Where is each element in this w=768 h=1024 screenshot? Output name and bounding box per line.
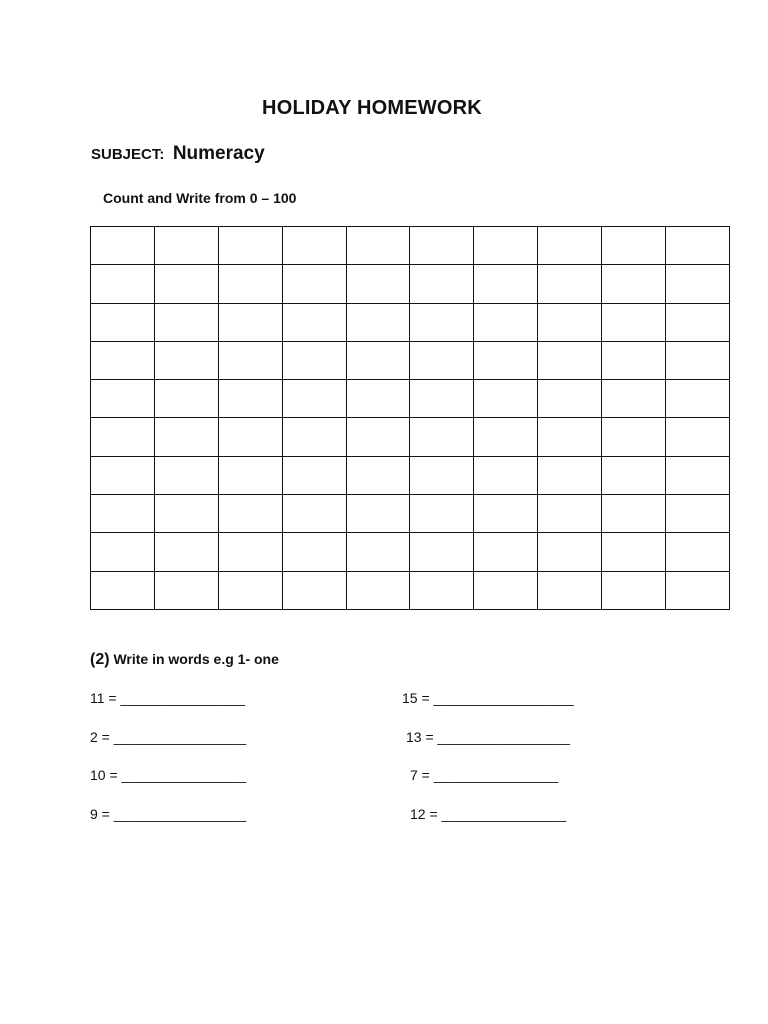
grid-cell	[91, 495, 155, 533]
grid-row	[91, 341, 730, 379]
grid-cell	[91, 380, 155, 418]
grid-cell	[91, 418, 155, 456]
grid-cell	[91, 341, 155, 379]
grid-cell	[474, 533, 538, 571]
grid-cell	[474, 456, 538, 494]
grid-row	[91, 456, 730, 494]
grid-cell	[666, 227, 730, 265]
grid-cell	[154, 380, 218, 418]
grid-cell	[602, 533, 666, 571]
grid-cell	[666, 265, 730, 303]
grid-cell	[602, 495, 666, 533]
grid-cell	[666, 418, 730, 456]
grid-cell	[538, 227, 602, 265]
grid-cell	[474, 495, 538, 533]
grid-row	[91, 303, 730, 341]
grid-cell	[538, 380, 602, 418]
grid-cell	[538, 265, 602, 303]
grid-cell	[91, 303, 155, 341]
grid-cell	[666, 495, 730, 533]
grid-cell	[538, 533, 602, 571]
grid-cell	[346, 418, 410, 456]
grid-cell	[538, 418, 602, 456]
grid-cell	[474, 418, 538, 456]
grid-cell	[346, 265, 410, 303]
grid-cell	[218, 227, 282, 265]
grid-cell	[666, 456, 730, 494]
grid-row	[91, 571, 730, 609]
grid-cell	[346, 533, 410, 571]
grid-cell	[282, 341, 346, 379]
grid-cell	[474, 227, 538, 265]
grid-cell	[538, 495, 602, 533]
grid-cell	[346, 495, 410, 533]
grid-cell	[154, 341, 218, 379]
grid-cell	[218, 341, 282, 379]
question-right-2: 13 = _________________	[406, 729, 570, 745]
grid-cell	[282, 303, 346, 341]
grid-cell	[538, 571, 602, 609]
grid-cell	[282, 571, 346, 609]
question-right-1: 15 = __________________	[402, 690, 574, 706]
grid-cell	[602, 303, 666, 341]
grid-cell	[410, 265, 474, 303]
grid-cell	[91, 456, 155, 494]
subject-label: SUBJECT:	[91, 146, 165, 163]
count-instruction: Count and Write from 0 – 100	[103, 190, 297, 206]
grid-cell	[91, 571, 155, 609]
grid-cell	[154, 265, 218, 303]
grid-cell	[410, 303, 474, 341]
grid-cell	[474, 303, 538, 341]
subject-row	[91, 143, 265, 165]
grid-cell	[282, 418, 346, 456]
grid-cell	[666, 571, 730, 609]
grid-cell	[154, 456, 218, 494]
question-left-1: 11 = ________________	[90, 690, 246, 706]
grid-row	[91, 533, 730, 571]
grid-cell	[410, 495, 474, 533]
grid-cell	[666, 380, 730, 418]
grid-cell	[538, 303, 602, 341]
grid-cell	[602, 227, 666, 265]
grid-cell	[410, 418, 474, 456]
grid-cell	[154, 495, 218, 533]
grid-row	[91, 418, 730, 456]
grid-cell	[91, 227, 155, 265]
question-right-4: 12 = ________________	[410, 806, 567, 822]
grid-cell	[91, 533, 155, 571]
grid-cell	[602, 380, 666, 418]
grid-cell	[282, 227, 346, 265]
grid-cell	[91, 265, 155, 303]
grid-cell	[282, 456, 346, 494]
grid-cell	[602, 456, 666, 494]
grid-cell	[346, 571, 410, 609]
grid-cell	[154, 571, 218, 609]
grid-cell	[602, 341, 666, 379]
grid-cell	[602, 571, 666, 609]
section-2-heading	[90, 651, 279, 669]
grid-cell	[474, 380, 538, 418]
grid-cell	[474, 265, 538, 303]
grid-cell	[282, 533, 346, 571]
grid-cell	[346, 456, 410, 494]
worksheet-title: HOLIDAY HOMEWORK	[262, 97, 482, 119]
grid-cell	[154, 227, 218, 265]
grid-cell	[346, 380, 410, 418]
grid-cell	[346, 341, 410, 379]
grid-cell	[666, 303, 730, 341]
grid-row	[91, 495, 730, 533]
grid-cell	[218, 303, 282, 341]
counting-grid	[90, 226, 730, 610]
section-2-instruction: Write in words e.g 1- one	[113, 651, 279, 667]
grid-row	[91, 227, 730, 265]
grid-cell	[410, 456, 474, 494]
grid-row	[91, 265, 730, 303]
grid-cell	[346, 303, 410, 341]
grid-cell	[474, 341, 538, 379]
grid-cell	[538, 341, 602, 379]
grid-cell	[474, 571, 538, 609]
grid-cell	[410, 571, 474, 609]
grid-cell	[282, 495, 346, 533]
grid-cell	[410, 380, 474, 418]
grid-cell	[666, 533, 730, 571]
grid-cell	[410, 533, 474, 571]
subject-value: Numeracy	[172, 143, 265, 164]
grid-cell	[282, 380, 346, 418]
grid-cell	[218, 571, 282, 609]
grid-cell	[602, 418, 666, 456]
grid-cell	[666, 341, 730, 379]
grid-cell	[218, 265, 282, 303]
question-right-3: 7 = ________________	[410, 767, 559, 783]
grid-cell	[218, 495, 282, 533]
grid-cell	[154, 303, 218, 341]
grid-cell	[218, 418, 282, 456]
section-number: (2)	[90, 651, 110, 668]
grid-cell	[410, 227, 474, 265]
grid-cell	[218, 533, 282, 571]
question-left-2: 2 = _________________	[90, 729, 247, 745]
grid-cell	[154, 533, 218, 571]
grid-cell	[218, 380, 282, 418]
question-left-4: 9 = _________________	[90, 806, 247, 822]
grid-cell	[602, 265, 666, 303]
grid-cell	[346, 227, 410, 265]
question-left-3: 10 = ________________	[90, 767, 247, 783]
grid-row	[91, 380, 730, 418]
grid-cell	[154, 418, 218, 456]
grid-cell	[218, 456, 282, 494]
grid-cell	[410, 341, 474, 379]
grid-cell	[282, 265, 346, 303]
grid-cell	[538, 456, 602, 494]
